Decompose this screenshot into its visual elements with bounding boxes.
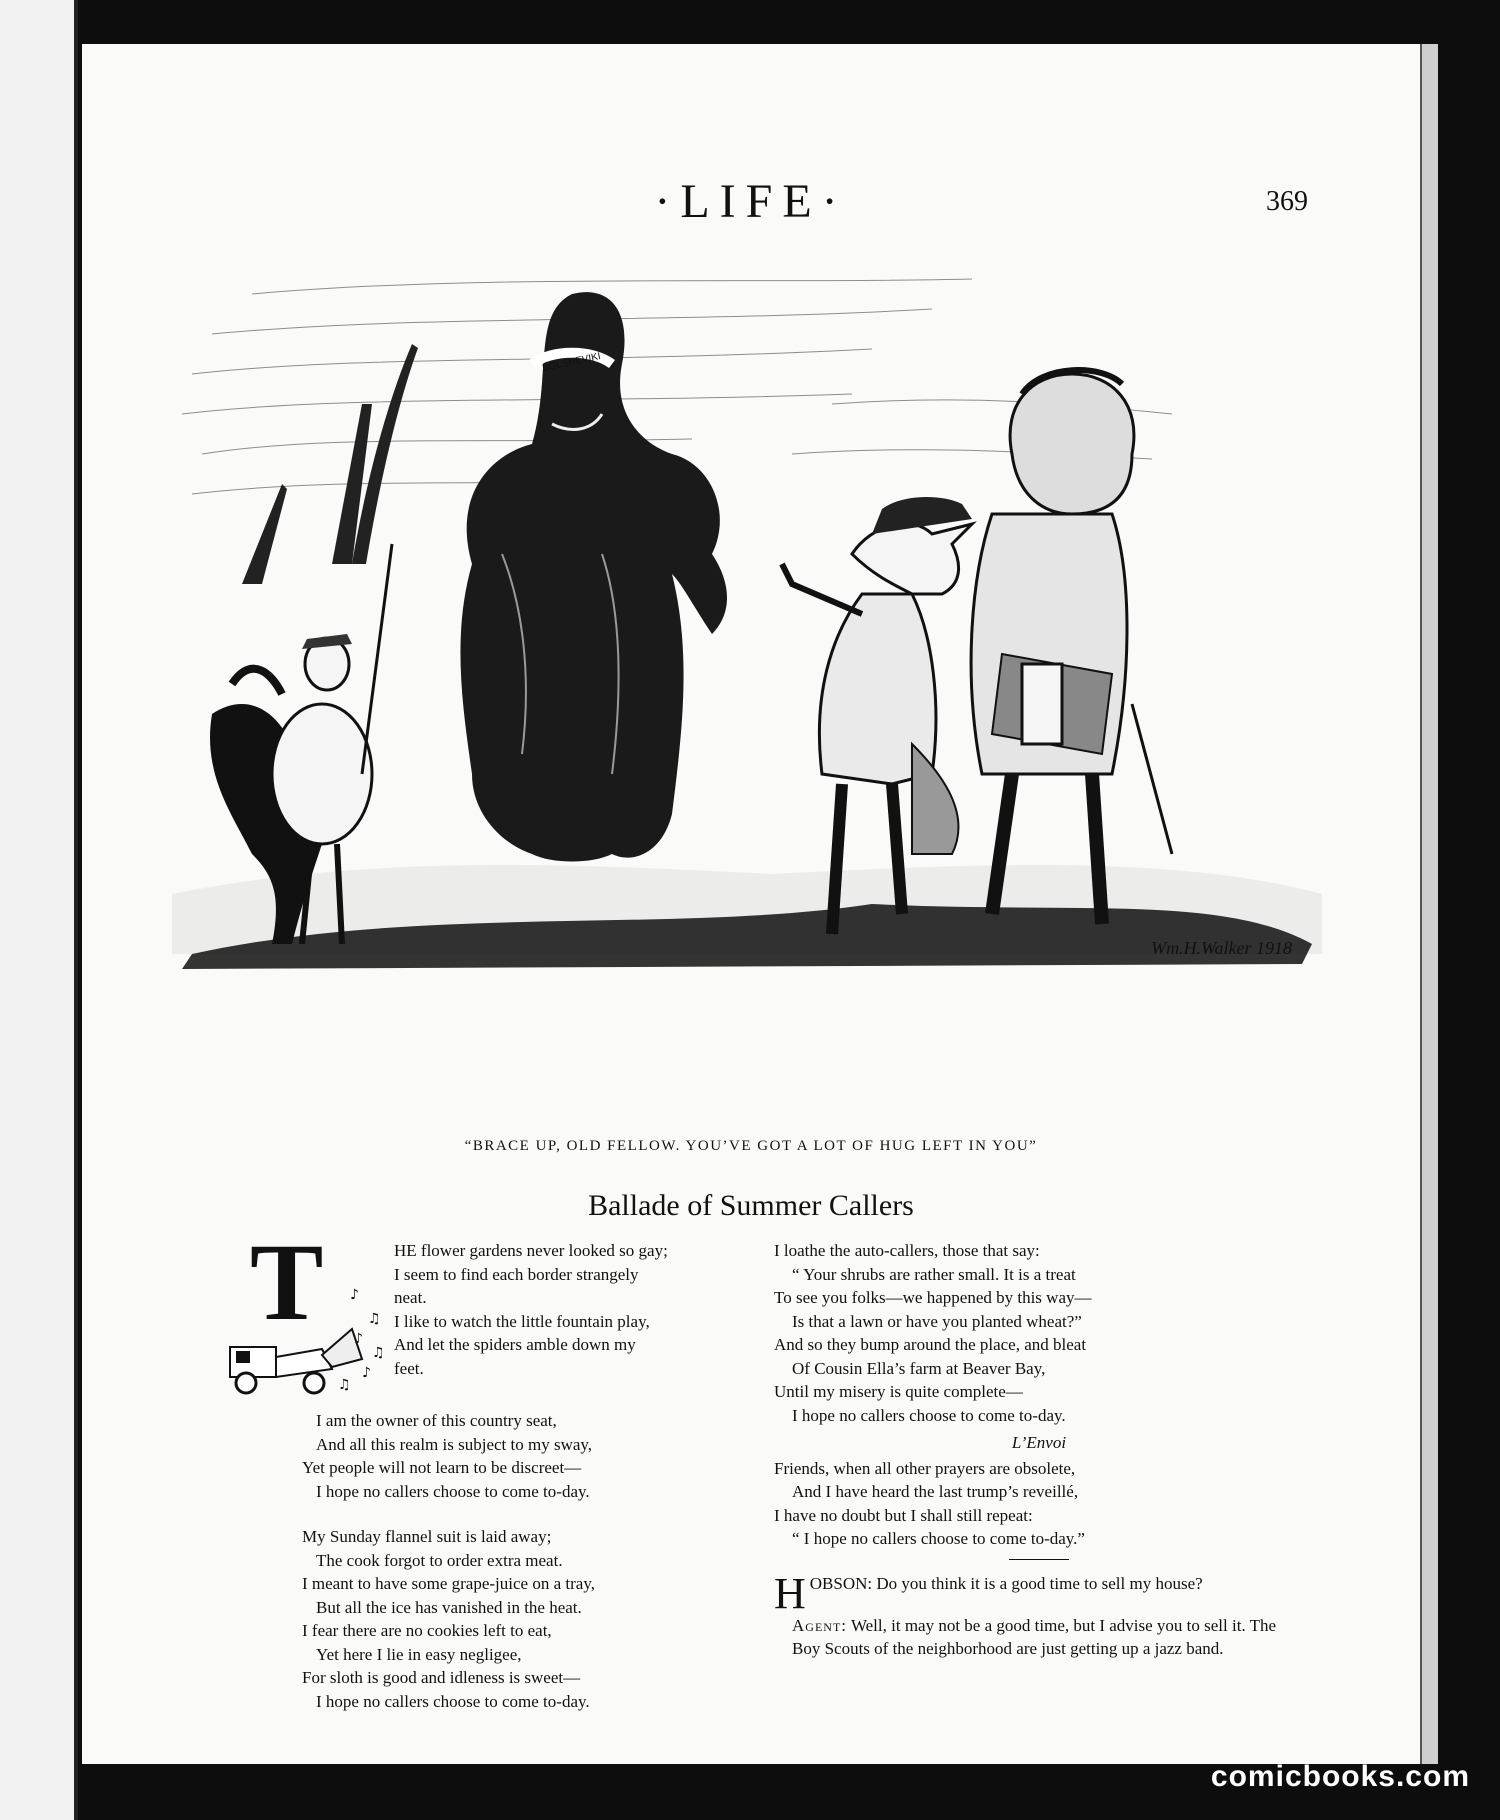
- agent-label: Agent:: [792, 1615, 847, 1635]
- poem-line: Yet people will not learn to be discreet—: [302, 1458, 582, 1477]
- svg-text:♫: ♫: [368, 1311, 381, 1327]
- poem-line: And all this realm is subject to my sway,: [316, 1434, 593, 1454]
- poem-line: I fear there are no cookies left to eat,: [302, 1621, 552, 1640]
- hobson-line: OBSON: Do you think it is a good time to sell my house?: [809, 1573, 1203, 1593]
- anecdote-paragraph: [774, 1568, 1304, 1661]
- section-divider: [1009, 1559, 1069, 1560]
- watermark: comicbooks.com: [1210, 1760, 1470, 1793]
- poem-line: And I have heard the last trump’s reveillé,: [792, 1482, 1079, 1501]
- car-horn-icon: [222, 1239, 394, 1409]
- poem-line: To see you folks—we happened by this way—: [774, 1288, 1092, 1307]
- poem-line: For sloth is good and idleness is sweet—: [302, 1668, 581, 1687]
- poem-line: I hope no callers choose to come to-day.: [316, 1691, 590, 1711]
- poem-line: And let the spiders amble down my: [394, 1335, 636, 1354]
- poem-line: I am the owner of this country seat,: [316, 1411, 557, 1430]
- svg-text:♪: ♪: [362, 1365, 371, 1381]
- poem-line: But all the ice has vanished in the heat.: [316, 1597, 582, 1617]
- poem-line: I loathe the auto-callers, those that say:: [774, 1241, 1040, 1260]
- poem-right-column: [774, 1239, 1304, 1661]
- bear-hat-text: BOLSHEVIKI: [541, 350, 602, 375]
- poem-line: Friends, when all other prayers are obsolete,: [774, 1458, 1076, 1478]
- svg-text:♫: ♫: [372, 1345, 385, 1361]
- envoi-heading: L’Envoi: [1011, 1433, 1067, 1452]
- svg-text:♫: ♫: [338, 1377, 351, 1393]
- page-number: 369: [1266, 186, 1308, 217]
- poem-line: I seem to find each border strangely: [394, 1264, 639, 1284]
- poem-line: I like to watch the little fountain play,: [394, 1311, 650, 1331]
- masthead-title: ·LIFE·: [654, 175, 848, 228]
- page-right-edge: [1420, 44, 1438, 1764]
- drop-cap-letter: T: [250, 1221, 324, 1343]
- agent-line: Well, it may not be a good time, but I advise you to sell it. The Boy Scouts of the neighborhood are just getting up a jazz band.: [792, 1615, 1277, 1658]
- scan-left-margin: [0, 0, 78, 1820]
- poem-line: I meant to have some grape-juice on a tray,: [302, 1574, 595, 1593]
- poem-line: I have no doubt but I shall still repeat:: [774, 1505, 1033, 1525]
- poem-line: feet.: [394, 1358, 424, 1378]
- magazine-page: [82, 44, 1420, 1764]
- poem-line: My Sunday flannel suit is laid away;: [302, 1527, 552, 1546]
- poem-line: “ Your shrubs are rather small. It is a treat: [792, 1264, 1076, 1284]
- poem-title: Ballade of Summer Callers: [588, 1189, 914, 1222]
- poem-line: Is that a lawn or have you planted wheat?”: [792, 1311, 1082, 1331]
- poem-line: “ I hope no callers choose to come to-day.”: [792, 1529, 1085, 1548]
- poem-line: Yet here I lie in easy negligee,: [316, 1644, 522, 1664]
- poem-line: The cook forgot to order extra meat.: [316, 1550, 563, 1570]
- artist-signature: Wm.H.Walker 1918: [1151, 938, 1292, 958]
- bear-figure: [460, 292, 727, 861]
- poem-line: HE flower gardens never looked so gay;: [394, 1241, 668, 1260]
- poem-line: Until my misery is quite complete—: [774, 1382, 1023, 1401]
- lion-soldier: [971, 370, 1172, 924]
- poem-line: I hope no callers choose to come to-day.: [316, 1481, 590, 1501]
- poem-left-column: [222, 1221, 782, 1713]
- poem-line: neat.: [394, 1288, 427, 1307]
- anecdote-drop-cap: H: [774, 1568, 806, 1618]
- svg-text:♪: ♪: [354, 1331, 363, 1347]
- cartoon-illustration: [172, 254, 1332, 1124]
- cartoon-caption: “BRACE UP, OLD FELLOW. YOU’VE GOT A LOT OF HUG LEFT IN YOU”: [464, 1138, 1038, 1154]
- drop-cap-illustration: [222, 1221, 394, 1409]
- svg-text:♪: ♪: [350, 1287, 359, 1303]
- poem-line: I hope no callers choose to come to-day.: [792, 1405, 1066, 1425]
- poem-line: And so they bump around the place, and bleat: [774, 1335, 1087, 1354]
- poem-line: Of Cousin Ella’s farm at Beaver Bay,: [792, 1358, 1046, 1378]
